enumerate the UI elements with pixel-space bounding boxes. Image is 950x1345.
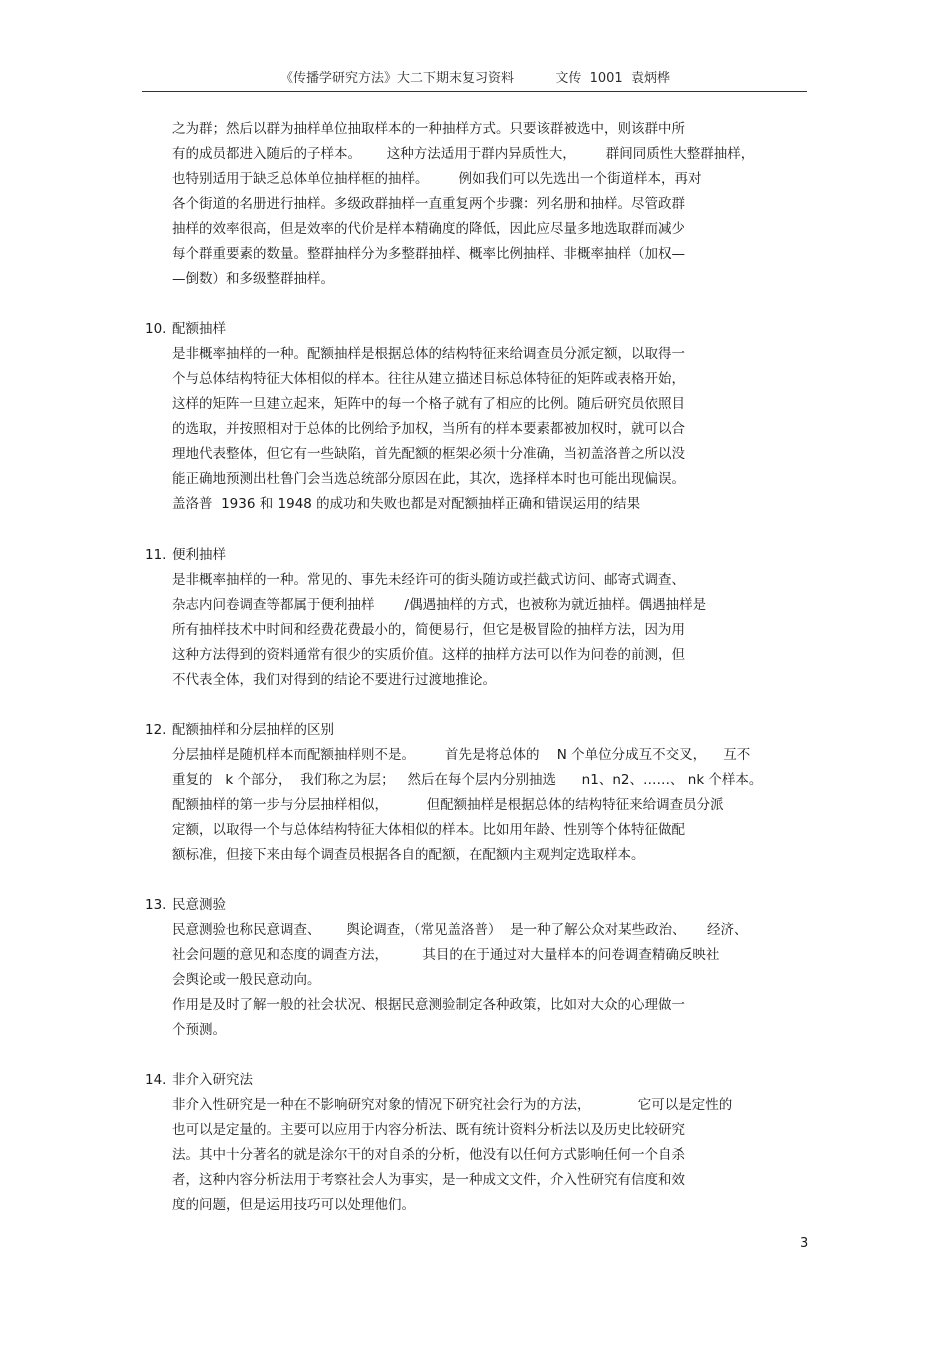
section-line: 不代表全体，我们对得到的结论不要进行过渡地推论。 [172, 672, 496, 688]
section-line: 理地代表整体，但它有一些缺陷，首先配额的框架必须十分准确，当初盖洛普之所以没 [172, 446, 685, 462]
page-header: 《传播学研究方法》大二下期末复习资料 文传 1001 袁炳桦 [280, 71, 670, 86]
section-line: 会舆论或一般民意动向。 [172, 972, 321, 988]
section-line: 所有抽样技术中时间和经费花费最小的，简便易行，但它是极冒险的抽样方法，因为用 [172, 622, 685, 638]
section-line: 是非概率抽样的一种。配额抽样是根据总体的结构特征来给调查员分派定额，以取得一 [172, 346, 685, 362]
section-line: 作用是及时了解一般的社会状况、根据民意测验制定各种政策，比如对大众的心理做一 [172, 997, 685, 1013]
intro-line: 各个街道的名册进行抽样。多级政群抽样一直重复两个步骤：列名册和抽样。尽管政群 [172, 196, 685, 212]
section-line: 是非概率抽样的一种。常见的、事先未经许可的街头随访或拦截式访问、邮寄式调查、 [172, 572, 685, 588]
intro-line: 每个群重要素的数量。整群抽样分为多整群抽样、概率比例抽样、非概率抽样（加权— [172, 246, 685, 262]
section-title: 配额抽样 [172, 321, 226, 337]
section-line: 的选取，并按照相对于总体的比例给予加权，当所有的样本要素都被加权时，就可以合 [172, 421, 685, 437]
intro-line: —倒数）和多级整群抽样。 [172, 271, 334, 287]
section-line: 这种方法得到的资料通常有很少的实质价值。这样的抽样方法可以作为问卷的前测，但 [172, 647, 685, 663]
page-number: 3 [800, 1236, 809, 1251]
section-title: 配额抽样和分层抽样的区别 [172, 722, 334, 738]
section-line: 能正确地预测出杜鲁门会当选总统部分原因在此，其次，选择样本时也可能出现偏误。 [172, 471, 685, 487]
section-number: 10. [145, 321, 167, 337]
section-line: 个预测。 [172, 1022, 226, 1038]
section-line: 度的问题，但是运用技巧可以处理他们。 [172, 1197, 415, 1213]
section-number: 14. [145, 1072, 167, 1088]
intro-line: 也特别适用于缺乏总体单位抽样框的抽样。 例如我们可以先选出一个街道样本，再对 [172, 171, 702, 187]
section-line: 社会问题的意见和态度的调查方法， 其目的在于通过对大量样本的问卷调查精确反映社 [172, 947, 720, 963]
header-divider [142, 91, 807, 92]
section-line: 杂志内问卷调查等都属于便利抽样 /偶遇抽样的方式，也被称为就近抽样。偶遇抽样是 [172, 597, 707, 613]
section-line: 分层抽样是随机样本而配额抽样则不是。 首先是将总体的 N 个单位分成互不交叉， 互不 [172, 747, 751, 763]
section-line: 额标准，但接下来由每个调查员根据各自的配额，在配额内主观判定选取样本。 [172, 847, 645, 863]
section-line: 配额抽样的第一步与分层抽样相似， 但配额抽样是根据总体的结构特征来给调查员分派 [172, 797, 724, 813]
section-line: 个与总体结构特征大体相似的样本。往往从建立描述目标总体特征的矩阵或表格开始， [172, 371, 685, 387]
section-line: 盖洛普 1936 和 1948 的成功和失败也都是对配额抽样正确和错误运用的结果 [172, 496, 641, 512]
section-line: 民意测验也称民意调查、 舆论调查，（常见盖洛普） 是一种了解公众对某些政治、 经济、 [172, 922, 748, 938]
section-line: 者，这种内容分析法用于考察社会人为事实，是一种成文文件，介入性研究有信度和效 [172, 1172, 685, 1188]
section-line: 这样的矩阵一旦建立起来，矩阵中的每一个格子就有了相应的比例。随后研究员依照目 [172, 396, 685, 412]
section-line: 法。其中十分著名的就是涂尔干的对自杀的分析，他没有以任何方式影响任何一个自杀 [172, 1147, 685, 1163]
intro-line: 有的成员都进入随后的子样本。 这种方法适用于群内异质性大， 群间同质性大整群抽样， [172, 146, 755, 162]
intro-line: 之为群；然后以群为抽样单位抽取样本的一种抽样方式。只要该群被选中，则该群中所 [172, 121, 685, 137]
section-line: 也可以是定量的。主要可以应用于内容分析法、既有统计资料分析法以及历史比较研究 [172, 1122, 685, 1138]
section-number: 11. [145, 547, 167, 563]
section-line: 定额，以取得一个与总体结构特征大体相似的样本。比如用年龄、性别等个体特征做配 [172, 822, 685, 838]
section-number: 12. [145, 722, 167, 738]
section-title: 民意测验 [172, 897, 226, 913]
section-title: 便利抽样 [172, 547, 226, 563]
section-title: 非介入研究法 [172, 1072, 253, 1088]
section-line: 重复的 k 个部分， 我们称之为层； 然后在每个层内分别抽选 n1、n2、……、 nk 个样本。 [172, 772, 763, 788]
section-line: 非介入性研究是一种在不影响研究对象的情况下研究社会行为的方法， 它可以是定性的 [172, 1097, 733, 1113]
section-number: 13. [145, 897, 167, 913]
intro-line: 抽样的效率很高，但是效率的代价是样本精确度的降低，因此应尽量多地选取群而减少 [172, 221, 685, 237]
